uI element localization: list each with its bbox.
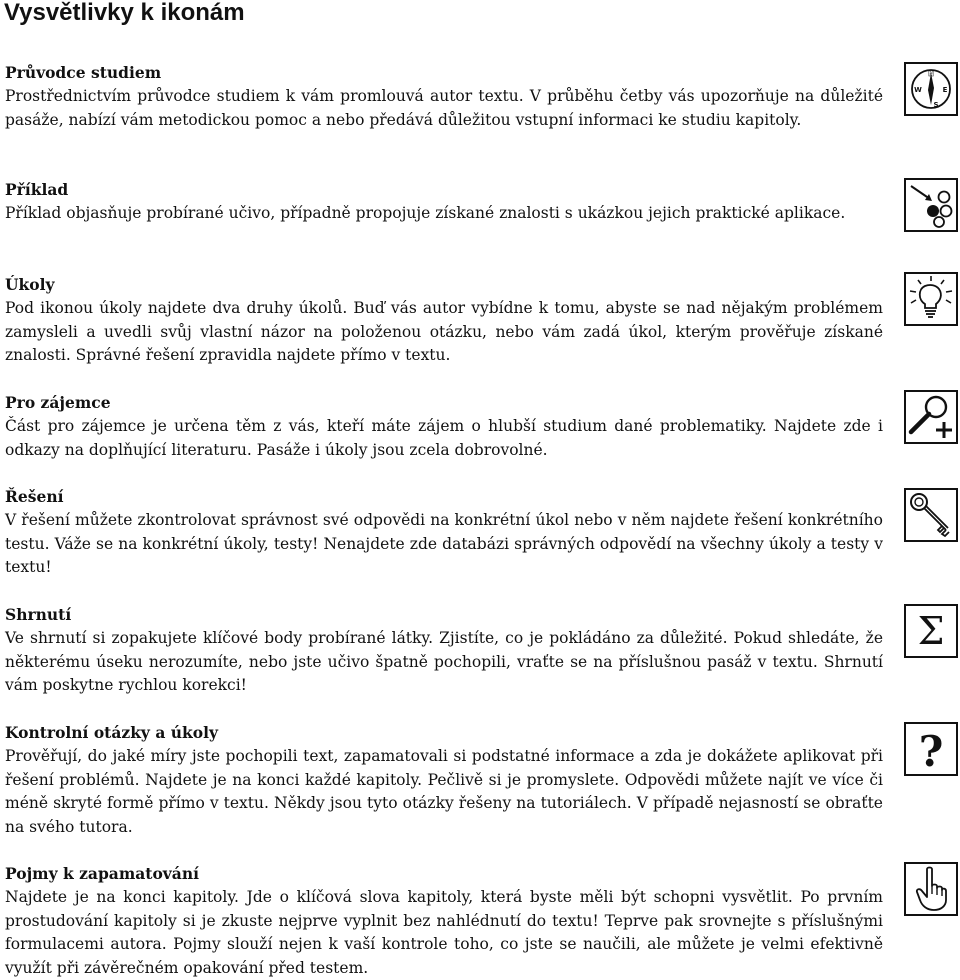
entry-reseni: [5, 485, 883, 580]
entry-heading: Pro zájemce: [5, 393, 111, 412]
entry-text: Pod ikonou úkoly najdete dva druhy úkolů. Buď vás autor vybídne k tomu, abyste se nad nějakým problémem zamysleli a uvedli svůj vlastní názor na položenou otázku, nebo vám zadá úkol, kterým prověřuje získané znalosti. Správné řešení zpravidla najdete přímo v textu.: [5, 299, 883, 364]
example-dots-icon: [904, 178, 958, 232]
entry-heading: Kontrolní otázky a úkoly: [5, 723, 219, 742]
entry-text: Příklad objasňuje probírané učivo, případně propojuje získané znalosti s ukázkou jejich praktické aplikace.: [5, 204, 846, 222]
sigma-icon: [904, 604, 958, 658]
entry-text: Část pro zájemce je určena těm z vás, kteří máte zájem o hlubší studium dané problematiky. Najdete zde i odkazy na doplňující literaturu. Pasáže i úkoly jsou zcela dobrovolné.: [5, 417, 883, 459]
entry-heading: Úkoly: [5, 275, 55, 294]
svg-text:N: N: [928, 70, 934, 78]
entry-kontrolni-otazky: [5, 721, 883, 839]
compass-icon: [904, 62, 958, 116]
entry-heading: Shrnutí: [5, 605, 72, 624]
entry-text: Prověřují, do jaké míry jste pochopili text, zapamatovali si podstatné informace a zda je dokážete aplikovat při řešení problémů. Najdete je na konci každé kapitoly. Pečlivě si je promyslete. Odpovědi můžete najít ve více či méně skryté formě přímo v textu. Někdy jsou tyto otázky řešeny na tutoriálech. V případě nejasností se obraťte na svého tutora.: [5, 747, 883, 836]
svg-text:W: W: [914, 86, 922, 94]
key-icon: [904, 488, 958, 542]
entry-pruvodce-studiem: [5, 61, 883, 132]
pointing-hand-icon: [904, 862, 958, 916]
entry-ukoly: [5, 273, 883, 368]
page-title: Vysvětlivky k ikonám: [4, 0, 245, 26]
svg-text:S: S: [933, 101, 939, 109]
entry-pojmy: [5, 862, 883, 980]
entry-text: Ve shrnutí si zopakujete klíčové body probírané látky. Zjistíte, co je pokládáno za důležité. Pokud shledáte, že některému úseku nerozumíte, nebo jste učivo špatně pochopili, vraťte se na příslušnou pasáž v textu. Shrnutí vám poskytne rychlou korekci!: [5, 629, 883, 694]
entry-priklad: [5, 178, 883, 226]
entry-text: Najdete je na konci kapitoly. Jde o klíčová slova kapitoly, která byste měli být schopni vysvětlit. Po prvním prostudování kapitoly si je zkuste nejprve vyplnit bez nahlédnutí do textu! Teprve pak srovnejte s příslušnými formulacemi autora. Pojmy slouží nejen k vaší kontrole toho, co jste se naučili, ale můžete je velmi efektivně využít při závěrečném opakování před testem.: [5, 888, 883, 977]
entry-shrnuti: [5, 603, 883, 698]
entry-heading: Pojmy k zapamatování: [5, 864, 199, 883]
light-bulb-icon: [904, 272, 958, 326]
magnifier-plus-icon: [904, 390, 958, 444]
entry-heading: Řešení: [5, 487, 64, 506]
entry-heading: Průvodce studiem: [5, 63, 162, 82]
svg-text:Σ: Σ: [917, 609, 945, 653]
entry-pro-zajemce: [5, 391, 883, 462]
entry-heading: Příklad: [5, 180, 69, 199]
question-mark-icon: [904, 722, 958, 776]
svg-text:E: E: [942, 86, 948, 94]
entry-text: Prostřednictvím průvodce studiem k vám promlouvá autor textu. V průběhu četby vás upozorňuje na důležité pasáže, nabízí vám metodickou pomoc a nebo předává důležitou vstupní informaci ke studiu kapitoly.: [5, 87, 883, 129]
entry-text: V řešení můžete zkontrolovat správnost své odpovědi na konkrétní úkol nebo v něm najdete řešení konkrétního testu. Váže se na konkrétní úkoly, testy! Nenajdete zde databázi správných odpovědí na všechny úkoly a testy v textu!: [5, 511, 883, 576]
svg-text:?: ?: [918, 727, 944, 774]
